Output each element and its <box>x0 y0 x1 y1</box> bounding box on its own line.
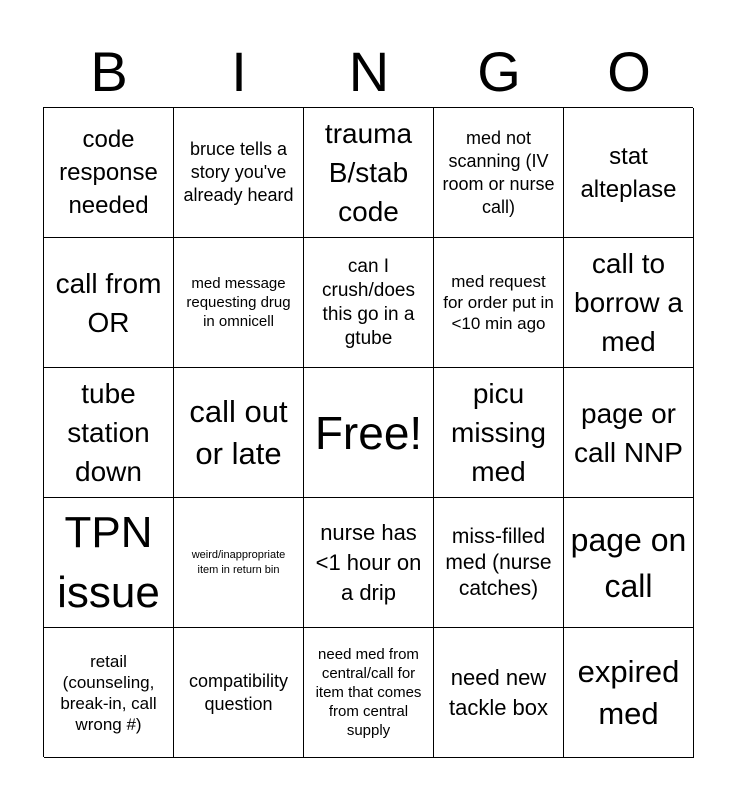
cell-text: med not scanning (IV room or nurse call) <box>442 127 555 217</box>
bingo-cell[interactable] <box>564 238 694 368</box>
cell-text: Free! <box>314 406 423 459</box>
cell-text: med request for order put in <10 min ago <box>443 272 554 333</box>
cell-text: can I crush/does this go in a gtube <box>322 255 415 349</box>
bingo-cell[interactable] <box>174 498 304 628</box>
bingo-cell[interactable] <box>174 238 304 368</box>
free-space-cell[interactable] <box>304 368 434 498</box>
cell-text: bruce tells a story you've already heard <box>183 139 294 205</box>
bingo-header <box>44 40 694 104</box>
bingo-cell[interactable] <box>564 498 694 628</box>
cell-text: need med from central/call for item that comes from central supply <box>315 646 422 739</box>
bingo-cell[interactable] <box>434 628 564 758</box>
bingo-cell[interactable] <box>174 628 304 758</box>
bingo-cell[interactable] <box>44 498 174 628</box>
header-letter-g: G <box>477 40 521 103</box>
bingo-cell[interactable] <box>434 238 564 368</box>
bingo-cell[interactable] <box>434 108 564 238</box>
bingo-cell[interactable] <box>44 628 174 758</box>
cell-text: weird/inappropriate item in return bin <box>191 548 286 576</box>
bingo-cell[interactable] <box>304 238 434 368</box>
bingo-cell[interactable] <box>44 108 174 238</box>
header-letter-b: B <box>90 40 128 103</box>
bingo-cell[interactable] <box>304 498 434 628</box>
cell-text: expired med <box>577 653 680 731</box>
cell-text: nurse has <1 hour on a drip <box>315 519 422 605</box>
bingo-cell[interactable] <box>434 368 564 498</box>
cell-text: page on call <box>570 521 687 604</box>
bingo-cell[interactable] <box>564 108 694 238</box>
header-letter-o: O <box>607 40 651 103</box>
cell-text: picu missing med <box>451 378 546 487</box>
cell-text: call out or late <box>189 393 288 471</box>
bingo-cell[interactable] <box>174 368 304 498</box>
cell-text: call to borrow a med <box>574 248 683 357</box>
cell-text: need new tackle box <box>448 664 549 720</box>
cell-text: compatibility question <box>188 670 289 714</box>
cell-text: tube station down <box>67 378 150 487</box>
bingo-cell[interactable] <box>174 108 304 238</box>
bingo-cell[interactable] <box>434 498 564 628</box>
bingo-cell[interactable] <box>564 628 694 758</box>
cell-text: stat alteplase <box>580 142 677 203</box>
cell-text: trauma B/stab code <box>324 118 413 227</box>
header-letter-i: I <box>231 40 247 103</box>
cell-text: page or call NNP <box>574 397 683 468</box>
cell-text: TPN issue <box>57 507 160 617</box>
bingo-cell[interactable] <box>304 628 434 758</box>
bingo-cell[interactable] <box>44 238 174 368</box>
bingo-board <box>43 107 693 757</box>
cell-text: miss-filled med (nurse catches) <box>445 524 552 600</box>
cell-text: call from OR <box>55 267 162 338</box>
cell-text: code response needed <box>59 126 158 219</box>
cell-text: med message requesting drug in omnicell <box>186 275 291 330</box>
bingo-cell[interactable] <box>304 108 434 238</box>
cell-text: retail (counseling, break-in, call wrong #) <box>60 651 157 734</box>
bingo-cell[interactable] <box>44 368 174 498</box>
header-letter-n: N <box>348 40 390 103</box>
bingo-cell[interactable] <box>564 368 694 498</box>
